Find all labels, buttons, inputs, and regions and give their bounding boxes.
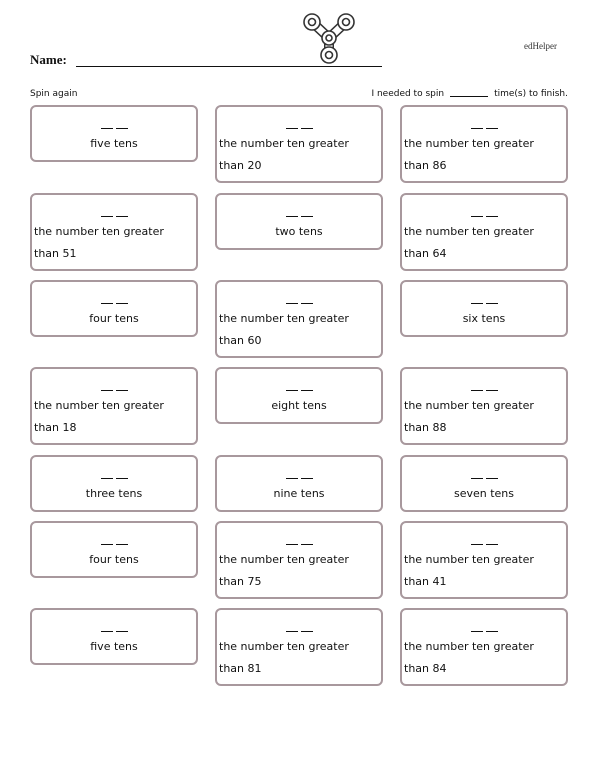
- brand-label: edHelper: [524, 41, 557, 51]
- ones-digit-blank[interactable]: [486, 467, 498, 479]
- answer-blanks[interactable]: [402, 205, 566, 221]
- card-clue-line-1: seven tens: [453, 487, 515, 500]
- spin-count-line: [371, 89, 568, 99]
- answer-blanks[interactable]: [32, 533, 196, 549]
- card-clue-line-1: the number ten greater: [219, 553, 349, 566]
- tens-digit-blank[interactable]: [286, 620, 298, 632]
- answer-blanks[interactable]: [402, 117, 566, 133]
- card-clue-line-2: than 51: [34, 247, 77, 260]
- tens-digit-blank[interactable]: [286, 467, 298, 479]
- card-clue-line-1: the number ten greater: [404, 399, 534, 412]
- answer-card[interactable]: [215, 280, 383, 358]
- answer-card[interactable]: [215, 367, 383, 424]
- card-clue-line-2: than 86: [404, 159, 447, 172]
- answer-blanks[interactable]: [32, 379, 196, 395]
- card-clue-line-1: nine tens: [273, 487, 325, 500]
- answer-blanks[interactable]: [217, 292, 381, 308]
- answer-blanks[interactable]: [32, 117, 196, 133]
- answer-blanks[interactable]: [402, 379, 566, 395]
- answer-card[interactable]: [30, 105, 198, 162]
- tens-digit-blank[interactable]: [286, 117, 298, 129]
- answer-card[interactable]: [215, 105, 383, 183]
- tens-digit-blank[interactable]: [471, 533, 483, 545]
- answer-blanks[interactable]: [217, 467, 381, 483]
- tens-digit-blank[interactable]: [471, 205, 483, 217]
- card-clue-line-1: the number ten greater: [404, 225, 534, 238]
- tens-digit-blank[interactable]: [286, 379, 298, 391]
- spin-prefix-text: I needed to spin: [371, 89, 445, 99]
- card-clue-line-1: the number ten greater: [404, 640, 534, 653]
- fidget-spinner-icon: [300, 12, 358, 64]
- answer-card[interactable]: [400, 280, 568, 337]
- ones-digit-blank[interactable]: [116, 292, 128, 304]
- ones-digit-blank[interactable]: [301, 117, 313, 129]
- ones-digit-blank[interactable]: [116, 533, 128, 545]
- ones-digit-blank[interactable]: [301, 379, 313, 391]
- name-field-line[interactable]: [76, 66, 382, 67]
- name-label: Name:: [30, 52, 67, 67]
- card-clue-line-1: the number ten greater: [219, 312, 349, 325]
- answer-card[interactable]: [400, 455, 568, 512]
- ones-digit-blank[interactable]: [116, 467, 128, 479]
- answer-card[interactable]: [215, 193, 383, 250]
- ones-digit-blank[interactable]: [486, 379, 498, 391]
- answer-blanks[interactable]: [217, 533, 381, 549]
- answer-blanks[interactable]: [217, 620, 381, 636]
- answer-card[interactable]: [215, 521, 383, 599]
- card-clue-line-1: the number ten greater: [34, 399, 164, 412]
- answer-blanks[interactable]: [32, 467, 196, 483]
- ones-digit-blank[interactable]: [486, 117, 498, 129]
- tens-digit-blank[interactable]: [101, 205, 113, 217]
- answer-blanks[interactable]: [217, 205, 381, 221]
- answer-card[interactable]: [30, 193, 198, 271]
- answer-card[interactable]: [400, 105, 568, 183]
- card-clue-line-1: eight tens: [271, 399, 327, 412]
- card-clue-line-2: than 20: [219, 159, 262, 172]
- tens-digit-blank[interactable]: [471, 292, 483, 304]
- ones-digit-blank[interactable]: [301, 292, 313, 304]
- ones-digit-blank[interactable]: [301, 467, 313, 479]
- answer-blanks[interactable]: [402, 533, 566, 549]
- ones-digit-blank[interactable]: [486, 620, 498, 632]
- answer-card[interactable]: [30, 280, 198, 337]
- answer-blanks[interactable]: [217, 379, 381, 395]
- card-clue-line-2: than 60: [219, 334, 262, 347]
- answer-blanks[interactable]: [32, 205, 196, 221]
- answer-blanks[interactable]: [217, 117, 381, 133]
- card-clue-line-1: five tens: [90, 640, 138, 653]
- answer-blanks[interactable]: [32, 620, 196, 636]
- ones-digit-blank[interactable]: [486, 205, 498, 217]
- card-clue-line-1: six tens: [462, 312, 506, 325]
- ones-digit-blank[interactable]: [301, 205, 313, 217]
- tens-digit-blank[interactable]: [101, 620, 113, 632]
- answer-card[interactable]: [215, 608, 383, 686]
- answer-blanks[interactable]: [402, 467, 566, 483]
- answer-card[interactable]: [30, 608, 198, 665]
- card-clue-line-1: the number ten greater: [34, 225, 164, 238]
- ones-digit-blank[interactable]: [301, 620, 313, 632]
- spin-count-blank[interactable]: [450, 96, 488, 97]
- card-clue-line-1: the number ten greater: [404, 553, 534, 566]
- answer-card[interactable]: [30, 367, 198, 445]
- answer-card[interactable]: [400, 367, 568, 445]
- answer-blanks[interactable]: [402, 620, 566, 636]
- card-clue-line-2: than 84: [404, 662, 447, 675]
- answer-blanks[interactable]: [32, 292, 196, 308]
- tens-digit-blank[interactable]: [101, 379, 113, 391]
- ones-digit-blank[interactable]: [116, 205, 128, 217]
- card-clue-line-1: two tens: [275, 225, 323, 238]
- spin-suffix-text: time(s) to finish.: [494, 89, 568, 99]
- tens-digit-blank[interactable]: [286, 533, 298, 545]
- card-clue-line-1: four tens: [89, 312, 139, 325]
- tens-digit-blank[interactable]: [101, 117, 113, 129]
- card-clue-line-2: than 18: [34, 421, 77, 434]
- spin-again-label: Spin again: [30, 89, 78, 99]
- card-clue-line-1: the number ten greater: [219, 137, 349, 150]
- ones-digit-blank[interactable]: [301, 533, 313, 545]
- card-clue-line-2: than 88: [404, 421, 447, 434]
- card-clue-line-2: than 81: [219, 662, 262, 675]
- tens-digit-blank[interactable]: [471, 467, 483, 479]
- answer-card[interactable]: [30, 521, 198, 578]
- card-clue-line-1: three tens: [85, 487, 143, 500]
- answer-card[interactable]: [30, 455, 198, 512]
- tens-digit-blank[interactable]: [101, 533, 113, 545]
- answer-card[interactable]: [215, 455, 383, 512]
- tens-digit-blank[interactable]: [471, 620, 483, 632]
- tens-digit-blank[interactable]: [101, 292, 113, 304]
- answer-card[interactable]: [400, 608, 568, 686]
- ones-digit-blank[interactable]: [116, 117, 128, 129]
- answer-card[interactable]: [400, 521, 568, 599]
- tens-digit-blank[interactable]: [286, 205, 298, 217]
- card-clue-line-1: the number ten greater: [404, 137, 534, 150]
- tens-digit-blank[interactable]: [471, 379, 483, 391]
- card-clue-line-2: than 75: [219, 575, 262, 588]
- answer-card[interactable]: [400, 193, 568, 271]
- ones-digit-blank[interactable]: [486, 533, 498, 545]
- ones-digit-blank[interactable]: [486, 292, 498, 304]
- card-clue-line-2: than 41: [404, 575, 447, 588]
- answer-blanks[interactable]: [402, 292, 566, 308]
- card-clue-line-2: than 64: [404, 247, 447, 260]
- ones-digit-blank[interactable]: [116, 379, 128, 391]
- tens-digit-blank[interactable]: [286, 292, 298, 304]
- card-clue-line-1: the number ten greater: [219, 640, 349, 653]
- tens-digit-blank[interactable]: [471, 117, 483, 129]
- card-clue-line-1: five tens: [90, 137, 138, 150]
- ones-digit-blank[interactable]: [116, 620, 128, 632]
- card-clue-line-1: four tens: [89, 553, 139, 566]
- tens-digit-blank[interactable]: [101, 467, 113, 479]
